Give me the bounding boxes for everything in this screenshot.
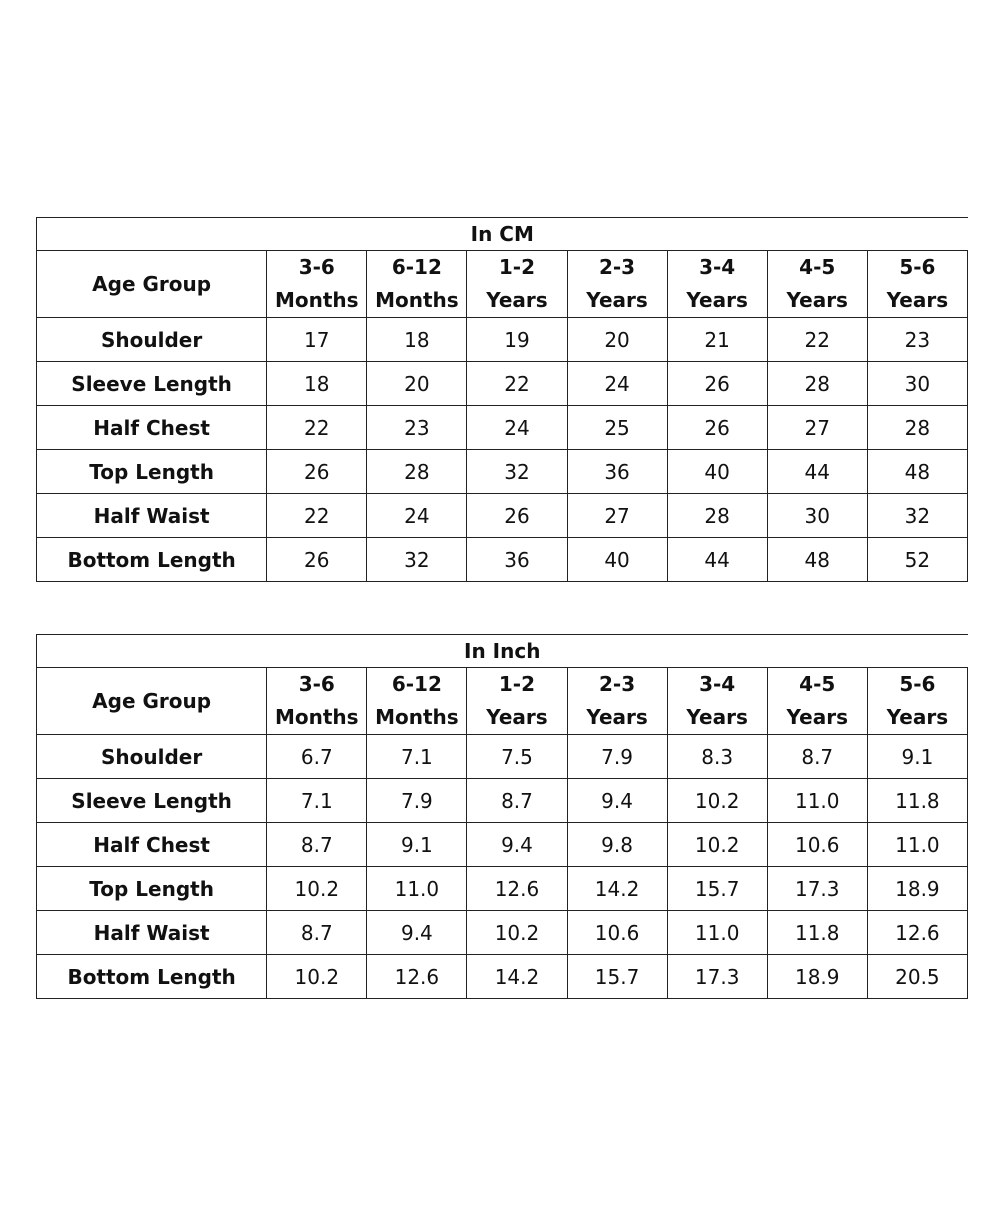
measurement-value: 9.4: [567, 779, 667, 823]
measurement-value: 18.9: [767, 955, 867, 999]
age-unit: Years: [886, 705, 949, 729]
measurement-value: 11.0: [667, 911, 767, 955]
measurement-value: 15.7: [667, 867, 767, 911]
measurement-value: 48: [867, 450, 967, 494]
measurement-label: Bottom Length: [37, 955, 267, 999]
measurement-row: [37, 911, 968, 955]
measurement-value: 20: [567, 318, 667, 362]
measurement-value: 8.3: [667, 735, 767, 779]
measurement-value: 17.3: [667, 955, 767, 999]
measurement-value: 32: [467, 450, 567, 494]
measurement-value: 24: [467, 406, 567, 450]
measurement-value: 18.9: [867, 867, 967, 911]
measurement-value: 30: [867, 362, 967, 406]
measurement-value: 27: [767, 406, 867, 450]
age-unit: Months: [274, 705, 359, 729]
age-unit: Years: [886, 288, 949, 312]
measurement-value: 28: [367, 450, 467, 494]
measurement-value: 24: [567, 362, 667, 406]
measurement-row: [37, 494, 968, 538]
measurement-value: 40: [667, 450, 767, 494]
age-group-column-header: [367, 668, 467, 735]
measurement-label: Sleeve Length: [37, 362, 267, 406]
measurement-value: 8.7: [767, 735, 867, 779]
measurement-value: 23: [367, 406, 467, 450]
age-group-column-header: [567, 668, 667, 735]
measurement-value: 44: [767, 450, 867, 494]
age-unit: Years: [686, 288, 748, 312]
measurement-value: 14.2: [467, 955, 567, 999]
measurement-value: 17: [267, 318, 367, 362]
measurement-row: [37, 955, 968, 999]
age-range: 4-5: [799, 672, 836, 696]
measurement-value: 10.2: [467, 911, 567, 955]
measurement-value: 28: [667, 494, 767, 538]
measurement-value: 26: [667, 362, 767, 406]
measurement-label: Sleeve Length: [37, 779, 267, 823]
measurement-row: [37, 867, 968, 911]
measurement-label: Shoulder: [37, 318, 267, 362]
measurement-value: 25: [567, 406, 667, 450]
measurement-value: 36: [567, 450, 667, 494]
measurement-value: 48: [767, 538, 867, 582]
measurement-value: 44: [667, 538, 767, 582]
age-group-header-row: [37, 668, 968, 735]
measurement-value: 9.8: [567, 823, 667, 867]
measurement-value: 24: [367, 494, 467, 538]
measurement-row: [37, 779, 968, 823]
age-group-column-header: [267, 251, 367, 318]
age-range: 3-6: [298, 672, 335, 696]
measurement-value: 11.8: [767, 911, 867, 955]
measurement-value: 36: [467, 538, 567, 582]
measurement-value: 28: [767, 362, 867, 406]
measurement-row: [37, 735, 968, 779]
measurement-value: 22: [267, 494, 367, 538]
measurement-label: Top Length: [37, 450, 267, 494]
age-group-column-header: [767, 251, 867, 318]
age-group-column-header: [867, 251, 967, 318]
age-unit: Years: [486, 705, 548, 729]
measurement-value: 17.3: [767, 867, 867, 911]
measurement-value: 9.1: [867, 735, 967, 779]
age-group-column-header: [867, 668, 967, 735]
measurement-value: 12.6: [867, 911, 967, 955]
age-group-column-header: [467, 668, 567, 735]
age-unit: Years: [586, 288, 648, 312]
measurement-value: 14.2: [567, 867, 667, 911]
measurement-value: 23: [867, 318, 967, 362]
measurement-value: 19: [467, 318, 567, 362]
measurement-value: 8.7: [267, 911, 367, 955]
measurement-value: 11.0: [767, 779, 867, 823]
table-title: In CM: [37, 218, 968, 251]
measurement-label: Half Chest: [37, 823, 267, 867]
age-group-column-header: [467, 251, 567, 318]
age-range: 5-6: [899, 255, 936, 279]
measurement-value: 10.6: [567, 911, 667, 955]
age-unit: Years: [486, 288, 548, 312]
age-unit: Years: [786, 288, 848, 312]
age-range: 2-3: [598, 672, 636, 696]
age-unit: Months: [375, 288, 459, 312]
age-group-column-header: [667, 668, 767, 735]
measurement-value: 9.1: [367, 823, 467, 867]
measurement-label: Top Length: [37, 867, 267, 911]
measurement-value: 28: [867, 406, 967, 450]
age-group-column-header: [767, 668, 867, 735]
measurement-value: 30: [767, 494, 867, 538]
measurement-value: 27: [567, 494, 667, 538]
age-range: 1-2: [498, 255, 536, 279]
measurement-value: 7.9: [367, 779, 467, 823]
measurement-value: 22: [467, 362, 567, 406]
measurement-value: 11.0: [867, 823, 967, 867]
measurement-value: 10.6: [767, 823, 867, 867]
measurement-value: 10.2: [267, 955, 367, 999]
measurement-value: 22: [267, 406, 367, 450]
measurement-value: 9.4: [467, 823, 567, 867]
measurement-row: [37, 450, 968, 494]
table-title: In Inch: [37, 635, 968, 668]
measurement-value: 40: [567, 538, 667, 582]
measurement-row: [37, 406, 968, 450]
measurement-value: 12.6: [367, 955, 467, 999]
measurement-value: 10.2: [267, 867, 367, 911]
measurement-label: Half Waist: [37, 911, 267, 955]
measurement-value: 9.4: [367, 911, 467, 955]
age-range: 3-4: [699, 672, 736, 696]
age-unit: Months: [375, 705, 459, 729]
measurement-value: 8.7: [467, 779, 567, 823]
measurement-row: [37, 362, 968, 406]
age-group-column-header: [267, 668, 367, 735]
measurement-value: 22: [767, 318, 867, 362]
measurement-value: 7.1: [367, 735, 467, 779]
measurement-value: 7.5: [467, 735, 567, 779]
size-table-inch: [36, 634, 968, 999]
measurement-value: 8.7: [267, 823, 367, 867]
measurement-value: 32: [367, 538, 467, 582]
measurement-label: Half Waist: [37, 494, 267, 538]
measurement-label: Bottom Length: [37, 538, 267, 582]
age-range: 6-12: [391, 255, 442, 279]
measurement-value: 12.6: [467, 867, 567, 911]
age-group-column-header: [367, 251, 467, 318]
measurement-value: 7.9: [567, 735, 667, 779]
measurement-value: 52: [867, 538, 967, 582]
age-range: 2-3: [598, 255, 636, 279]
age-range: 3-6: [298, 255, 335, 279]
age-unit: Years: [686, 705, 748, 729]
size-table-cm: [36, 217, 968, 582]
age-range: 5-6: [899, 672, 936, 696]
age-unit: Years: [586, 705, 648, 729]
measurement-value: 26: [467, 494, 567, 538]
table-title-row: [37, 218, 968, 251]
measurement-row: [37, 823, 968, 867]
measurement-value: 26: [667, 406, 767, 450]
measurement-value: 20.5: [867, 955, 967, 999]
measurement-label: Shoulder: [37, 735, 267, 779]
measurement-value: 32: [867, 494, 967, 538]
measurement-value: 6.7: [267, 735, 367, 779]
age-group-header-label: Age Group: [37, 668, 267, 735]
age-group-header-row: [37, 251, 968, 318]
measurement-row: [37, 318, 968, 362]
age-range: 4-5: [799, 255, 836, 279]
measurement-value: 11.8: [867, 779, 967, 823]
measurement-value: 21: [667, 318, 767, 362]
measurement-value: 15.7: [567, 955, 667, 999]
measurement-value: 7.1: [267, 779, 367, 823]
age-group-column-header: [567, 251, 667, 318]
measurement-value: 10.2: [667, 779, 767, 823]
table-title-row: [37, 635, 968, 668]
measurement-value: 18: [267, 362, 367, 406]
age-unit: Years: [786, 705, 848, 729]
measurement-value: 11.0: [367, 867, 467, 911]
measurement-value: 18: [367, 318, 467, 362]
measurement-value: 26: [267, 538, 367, 582]
age-range: 1-2: [498, 672, 536, 696]
measurement-label: Half Chest: [37, 406, 267, 450]
age-group-column-header: [667, 251, 767, 318]
measurement-value: 26: [267, 450, 367, 494]
measurement-row: [37, 538, 968, 582]
measurement-value: 10.2: [667, 823, 767, 867]
age-range: 6-12: [391, 672, 442, 696]
age-range: 3-4: [699, 255, 736, 279]
age-unit: Months: [274, 288, 359, 312]
measurement-value: 20: [367, 362, 467, 406]
age-group-header-label: Age Group: [37, 251, 267, 318]
